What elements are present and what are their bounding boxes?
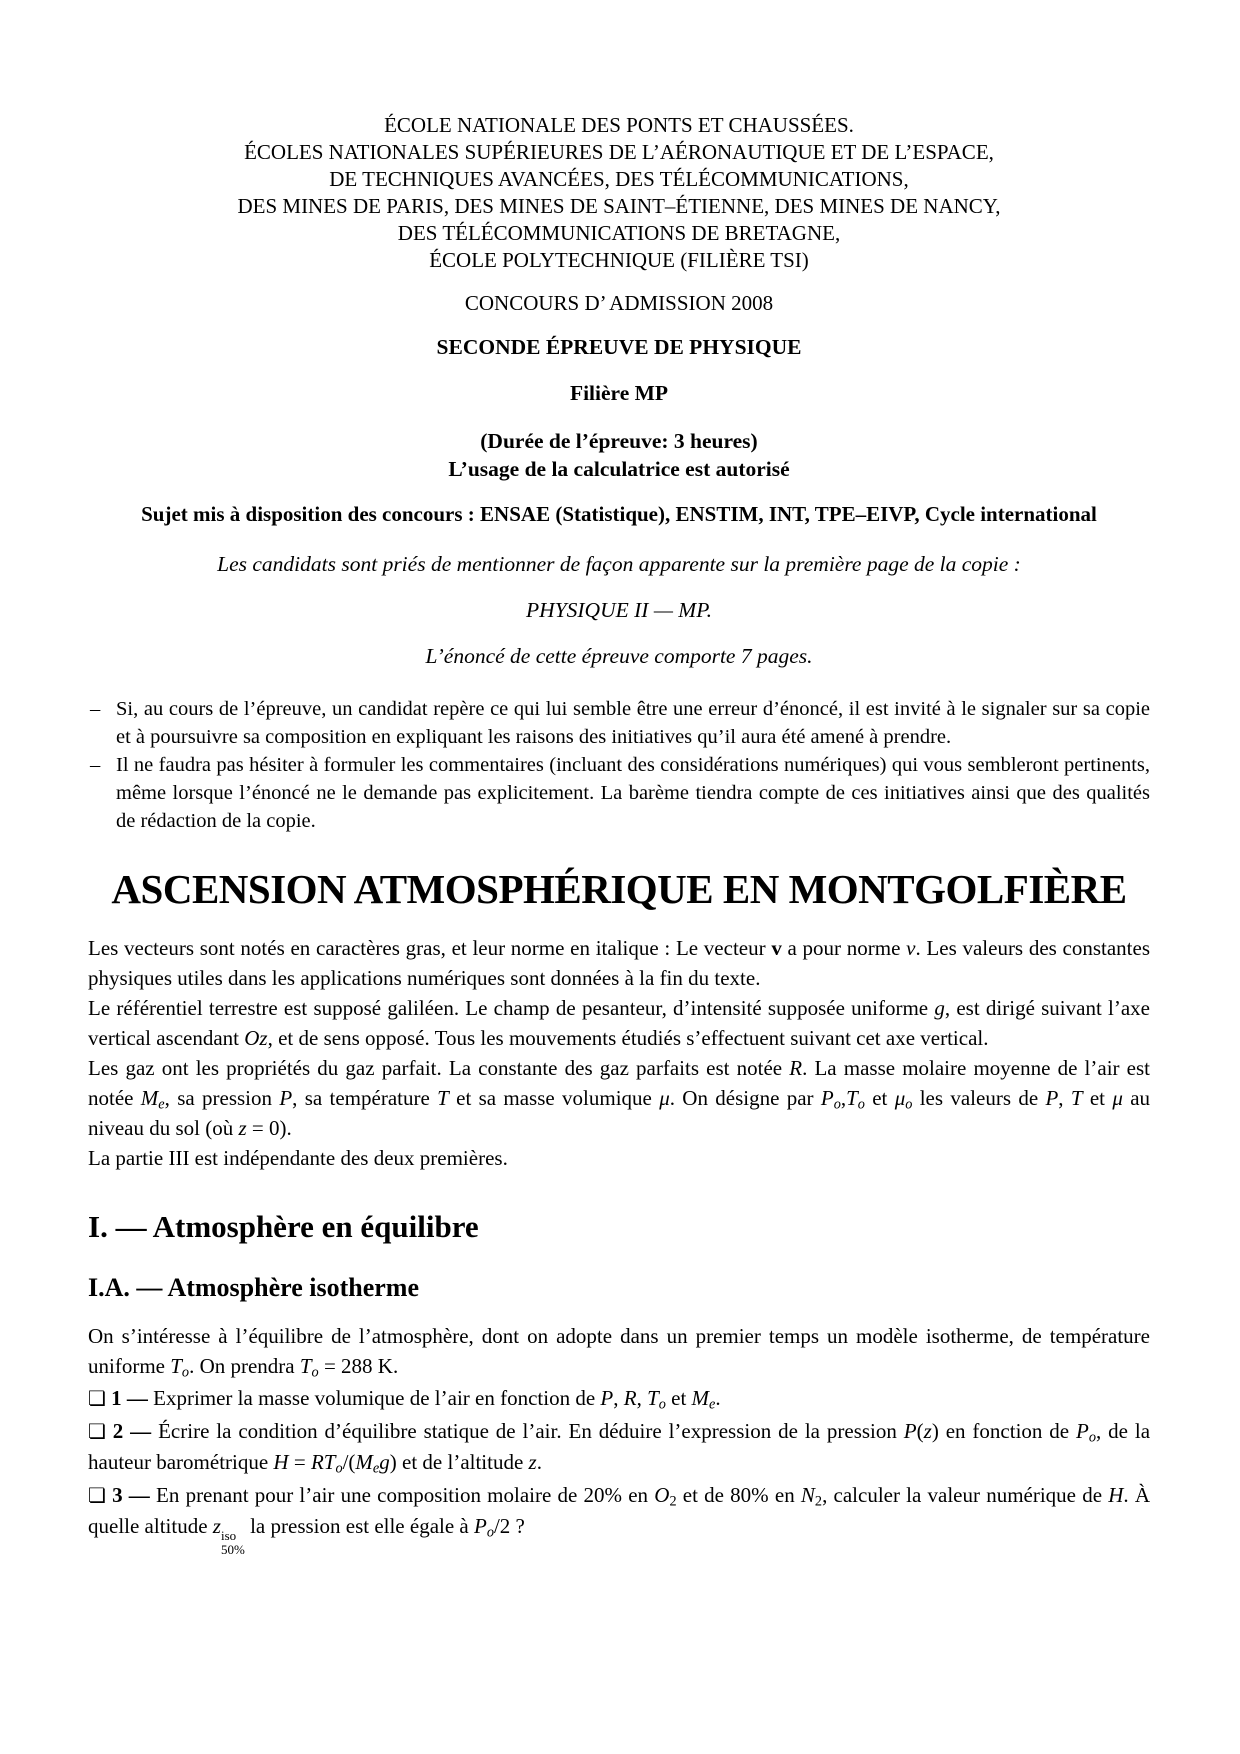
- filiere-line: Filière MP: [569, 381, 669, 405]
- intro-section: [88, 933, 1150, 1173]
- header-schools: [88, 112, 1150, 274]
- sujet-line: Sujet mis à disposition des concours : ENSAE (Statistique), ENSTIM, INT, TPE–EIVP, Cycle international: [141, 502, 1097, 526]
- section-1a-heading: I.A. — Atmosphère isotherme: [88, 1273, 419, 1302]
- question-2: [88, 1416, 1150, 1478]
- question-text: Écrire la condition d’équilibre statique de l’air. En déduire l’expression de la pression P(z) en fonction de $P_o$, de la hauteur barométrique $H = RT_o/(M_eg)$ et de l’altitude z.: [88, 1419, 1151, 1477]
- epreuve-title: SECONDE ÉPREUVE DE PHYSIQUE: [436, 335, 802, 359]
- school-line: ÉCOLE NATIONALE DES PONTS ET CHAUSSÉES.: [384, 113, 854, 137]
- school-line: DES MINES DE PARIS, DES MINES DE SAINT–ÉTIENNE, DES MINES DE NANCY,: [237, 194, 1001, 218]
- concours-line: CONCOURS D’ ADMISSION 2008: [464, 291, 774, 315]
- note-item: – Il ne faudra pas hésiter à formuler les commentaires (incluant des considérations numériques) qui vous sembleront pertinents, même lorsque l’énoncé ne le demande pas explicitement. La barème tiendra compte de ces initiatives ainsi que des qualités de rédaction de la copie.: [88, 751, 1150, 835]
- intro-paragraph: Le référentiel terrestre est supposé galiléen. Le champ de pesanteur, d’intensité supposée uniforme g, est dirigé suivant l’axe vertical ascendant Oz, et de sens opposé. Tous les mouvements étudiés s’effectuent suivant cet axe vertical.: [88, 996, 1150, 1050]
- calculator-line: L’usage de la calculatrice est autorisé: [448, 457, 790, 481]
- section-1a-body: [88, 1321, 1150, 1558]
- section-1-heading: I. — Atmosphère en équilibre: [88, 1209, 479, 1244]
- candidate-notes-list: [88, 695, 1150, 835]
- question-number: 1 —: [111, 1386, 148, 1410]
- question-text: Exprimer la masse volumique de l’air en fonction de P, R, $T_o$ et $M_e$.: [153, 1386, 721, 1413]
- copy-title: PHYSIQUE II — MP.: [526, 598, 712, 622]
- question-1: [88, 1383, 1150, 1414]
- section-1a-intro: On s’intéresse à l’équilibre de l’atmosphère, dont on adopte dans un premier temps un modèle isotherme, de température uniforme $T_o$. On prendra $T_o = 288$ K.: [88, 1324, 1150, 1381]
- duration-line: (Durée de l’épreuve: 3 heures): [480, 429, 758, 453]
- pages-note: L’énoncé de cette épreuve comporte 7 pages.: [425, 644, 813, 668]
- main-title: ASCENSION ATMOSPHÉRIQUE EN MONTGOLFIÈRE: [111, 866, 1127, 912]
- mention-line: Les candidats sont priés de mentionner de façon apparente sur la première page de la copie :: [217, 552, 1021, 576]
- question-number: 3 —: [112, 1483, 150, 1507]
- intro-paragraph: La partie III est indépendante des deux premières.: [88, 1146, 508, 1170]
- duration-block: [88, 427, 1150, 483]
- question-text: En prenant pour l’air une composition molaire de 20% en $O_2$ et de 80% en $N_2$, calculer la valeur numérique de H. À quelle altitude z iso 50% la pression est elle égale à $P_o/2$ ?: [88, 1483, 1151, 1558]
- school-line: DE TECHNIQUES AVANCÉES, DES TÉLÉCOMMUNICATIONS,: [329, 167, 909, 191]
- school-line: ÉCOLES NATIONALES SUPÉRIEURES DE L’AÉRONAUTIQUE ET DE L’ESPACE,: [244, 140, 994, 164]
- question-number: 2 —: [112, 1419, 152, 1443]
- question-3: [88, 1480, 1150, 1558]
- school-line: ÉCOLE POLYTECHNIQUE (FILIÈRE TSI): [429, 248, 809, 272]
- intro-paragraph: Les vecteurs sont notés en caractères gras, et leur norme en italique : Le vecteur v a pour norme v. Les valeurs des constantes physiques utiles dans les applications numériques sont données à la fin du texte.: [88, 936, 1151, 990]
- question-box-icon: ❏: [88, 1483, 106, 1507]
- question-box-icon: ❏: [88, 1386, 106, 1410]
- question-box-icon: ❏: [88, 1419, 106, 1443]
- intro-paragraph: Les gaz ont les propriétés du gaz parfait. La constante des gaz parfaits est notée R. La masse molaire moyenne de l’air est notée $M_e$, sa pression P, sa température T et sa masse volumique μ. On désigne par $P_o,T_o$ et $\mu_o$ les valeurs de P, T et μ au niveau du sol (où z = 0).: [88, 1056, 1151, 1140]
- note-item: – Si, au cours de l’épreuve, un candidat repère ce qui lui semble être une erreur d’énoncé, il est invité à le signaler sur sa copie et à poursuivre sa composition en expliquant les raisons des initiatives qu’il aura été amené à prendre.: [88, 695, 1150, 751]
- school-line: DES TÉLÉCOMMUNICATIONS DE BRETAGNE,: [397, 221, 841, 245]
